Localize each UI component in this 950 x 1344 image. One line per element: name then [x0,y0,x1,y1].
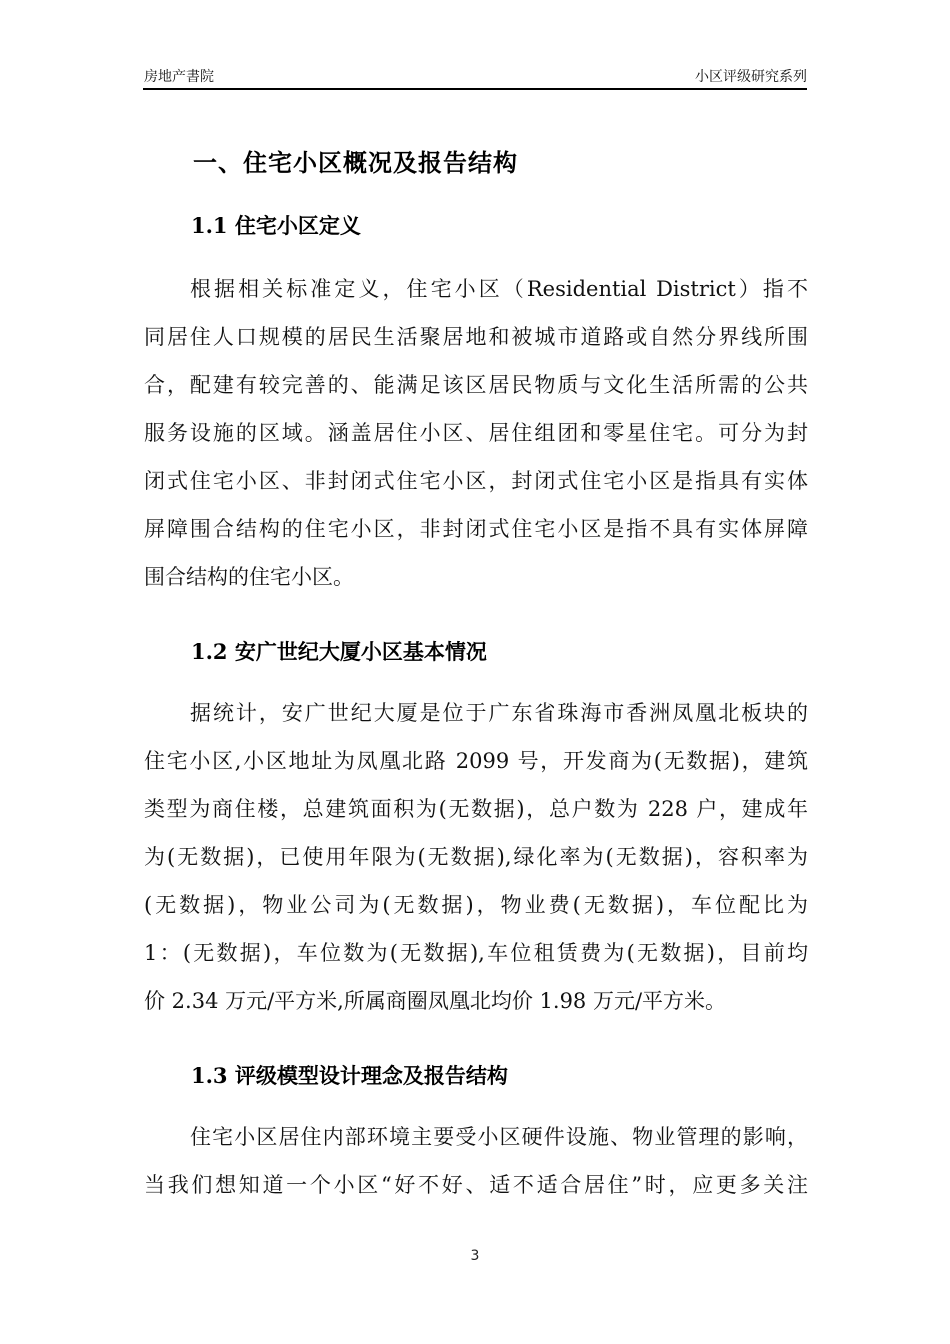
text-line: 据统计，安广世纪大厦是位于广东省珠海市香洲凤凰北板块的 [190,701,808,725]
text-line: 服务设施的区域。涵盖居住小区、居住组团和零星住宅。可分为封 [144,421,808,445]
page-number: 3 [470,1248,480,1264]
page-header [143,66,807,90]
header-publisher: 房地产書院 [144,69,214,85]
text-line: 根据相关标准定义，住宅小区（Residential District）指不 [190,277,808,301]
text-line: 闭式住宅小区、非封闭式住宅小区，封闭式住宅小区是指具有实体 [144,469,808,493]
text-line: 住宅小区居住内部环境主要受小区硬件设施、物业管理的影响， [190,1125,808,1149]
section-1-2-paragraph [144,689,808,1025]
section-1-3-paragraph [144,1113,808,1209]
text-line: (无数据)，物业公司为(无数据)，物业费(无数据)，车位配比为 [144,893,808,917]
section-heading-1-3: 1.3 评级模型设计理念及报告结构 [191,1063,508,1088]
section-heading-1-1: 1.1 住宅小区定义 [191,213,361,238]
text-line: 价 2.34 万元/平方米,所属商圈凤凰北均价 1.98 万元/平方米。 [144,989,727,1013]
text-line: 当我们想知道一个小区“好不好、适不适合居住”时，应更多关注 [144,1173,808,1197]
text-line: 类型为商住楼，总建筑面积为(无数据)，总户数为 228 户，建成年 [144,797,808,821]
text-line: 为(无数据)，已使用年限为(无数据),绿化率为(无数据)，容积率为 [144,845,808,869]
text-line: 1：(无数据)，车位数为(无数据),车位租赁费为(无数据)，目前均 [144,941,808,965]
text-line: 屏障围合结构的住宅小区，非封闭式住宅小区是指不具有实体屏障 [144,517,808,541]
text-line: 围合结构的住宅小区。 [144,565,354,589]
section-1-1-paragraph [144,265,808,601]
text-line: 住宅小区,小区地址为凤凰北路 2099 号，开发商为(无数据)，建筑 [144,749,808,773]
text-line: 合，配建有较完善的、能满足该区居民物质与文化生活所需的公共 [144,373,808,397]
section-heading-1-2: 1.2 安广世纪大厦小区基本情况 [191,639,487,664]
chapter-title: 一、住宅小区概况及报告结构 [193,149,518,177]
text-line: 同居住人口规模的居民生活聚居地和被城市道路或自然分界线所围 [144,325,808,349]
header-series-title: 小区评级研究系列 [695,69,807,85]
